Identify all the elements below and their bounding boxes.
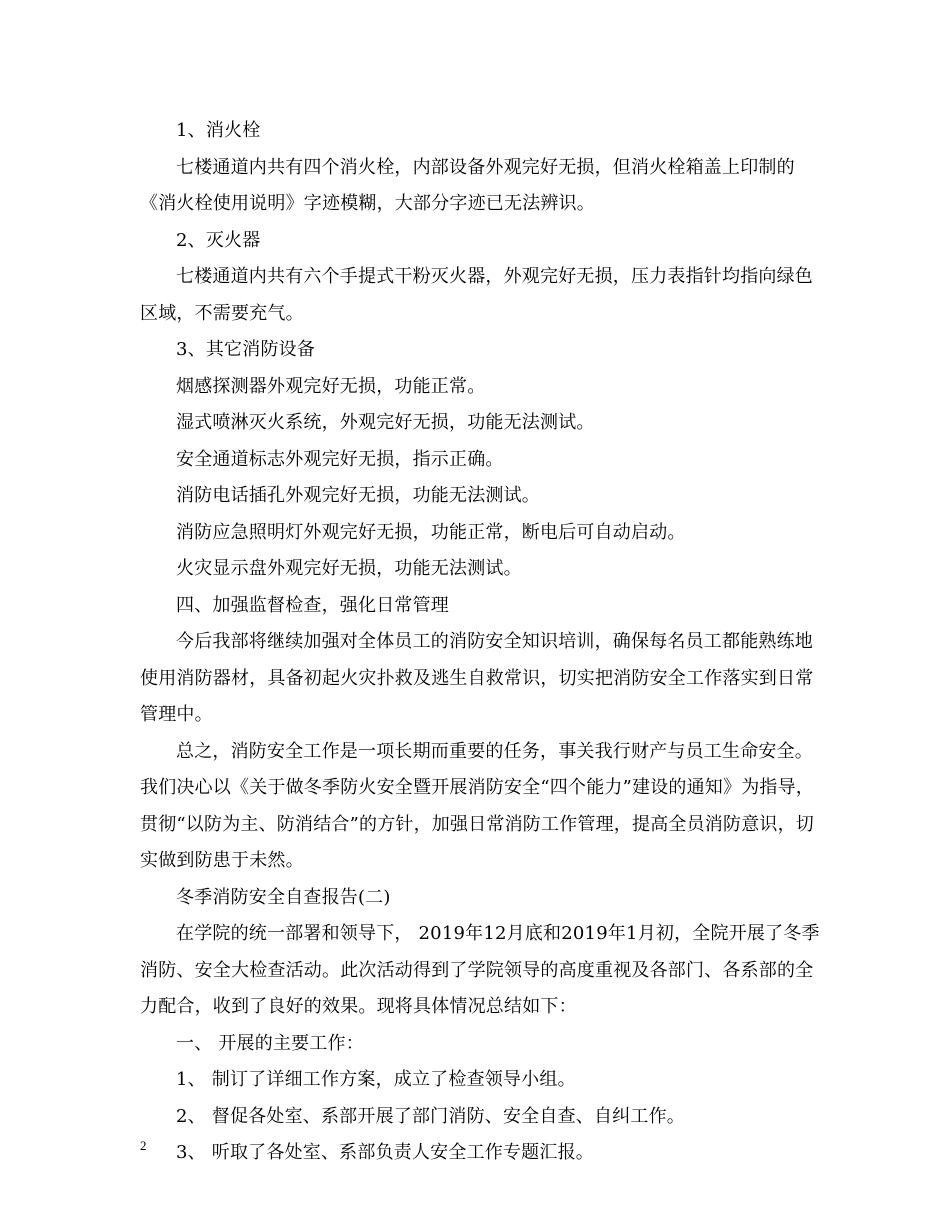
paragraph: 总之，消防安全工作是一项长期而重要的任务，事关我行财产与员工生命安全。我们决心以《关于做冬季防火安全暨开展消防安全“四个能力”建设的通知》为指导，贯彻“以防为主、防消结合”的方针，加强日常消防工作管理，提高全员消防意识，切实做到防患于未然。 (140, 740, 815, 871)
paragraph: 安全通道标志外观完好无损，指示正确。 (176, 448, 504, 470)
paragraph: 1、消火栓 (176, 120, 261, 141)
paragraph: 3、其它消防设备 (176, 339, 316, 360)
paragraph: 3、 听取了各处室、系部负责人安全工作专题汇报。 (176, 1142, 594, 1163)
paragraph: 一、 开展的主要工作： (176, 1032, 364, 1054)
paragraph: 在学院的统一部署和领导下， 2019年12月底和2019年1月初，全院开展了冬季消防、安全大检查活动。此次活动得到了学院领导的高度重视及各部门、各系部的全力配合，收到了良好的效果。现将具体情况总结如下： (140, 923, 820, 1017)
paragraph: 七楼通道内共有四个消火栓，内部设备外观完好无损，但消火栓箱盖上印制的《消火栓使用说明》字迹模糊，大部分字迹已无法辨识。 (140, 156, 795, 214)
paragraph: 四、加强监督检查，强化日常管理 (176, 594, 449, 616)
document-body (140, 113, 820, 1172)
paragraph: 2、灭火器 (176, 229, 261, 251)
paragraph: 湿式喷淋灭火系统，外观完好无损，功能无法测试。 (176, 412, 595, 433)
paragraph: 烟感探测器外观完好无损，功能正常。 (176, 375, 486, 397)
paragraph: 火灾显示盘外观完好无损，功能无法测试。 (176, 558, 522, 579)
paragraph: 2、 督促各处室、系部开展了部门消防、安全自查、自纠工作。 (176, 1105, 685, 1127)
paragraph: 冬季消防安全自查报告(二) (176, 886, 391, 908)
paragraph: 消防电话插孔外观完好无损，功能无法测试。 (176, 485, 540, 506)
paragraph: 消防应急照明灯外观完好无损，功能正常，断电后可自动启动。 (176, 521, 686, 543)
paragraph: 今后我部将继续加强对全体员工的消防安全知识培训，确保每名员工都能熟练地使用消防器材，具备初起火灾扑救及逃生自救常识，切实把消防安全工作落实到日常管理中。 (140, 631, 814, 725)
paragraph: 七楼通道内共有六个手提式干粉灭火器，外观完好无损，压力表指针均指向绿色区域，不需要充气。 (140, 266, 813, 324)
page-number: 2 (140, 1138, 147, 1153)
paragraph: 1、 制订了详细工作方案，成立了检查领导小组。 (176, 1069, 576, 1090)
